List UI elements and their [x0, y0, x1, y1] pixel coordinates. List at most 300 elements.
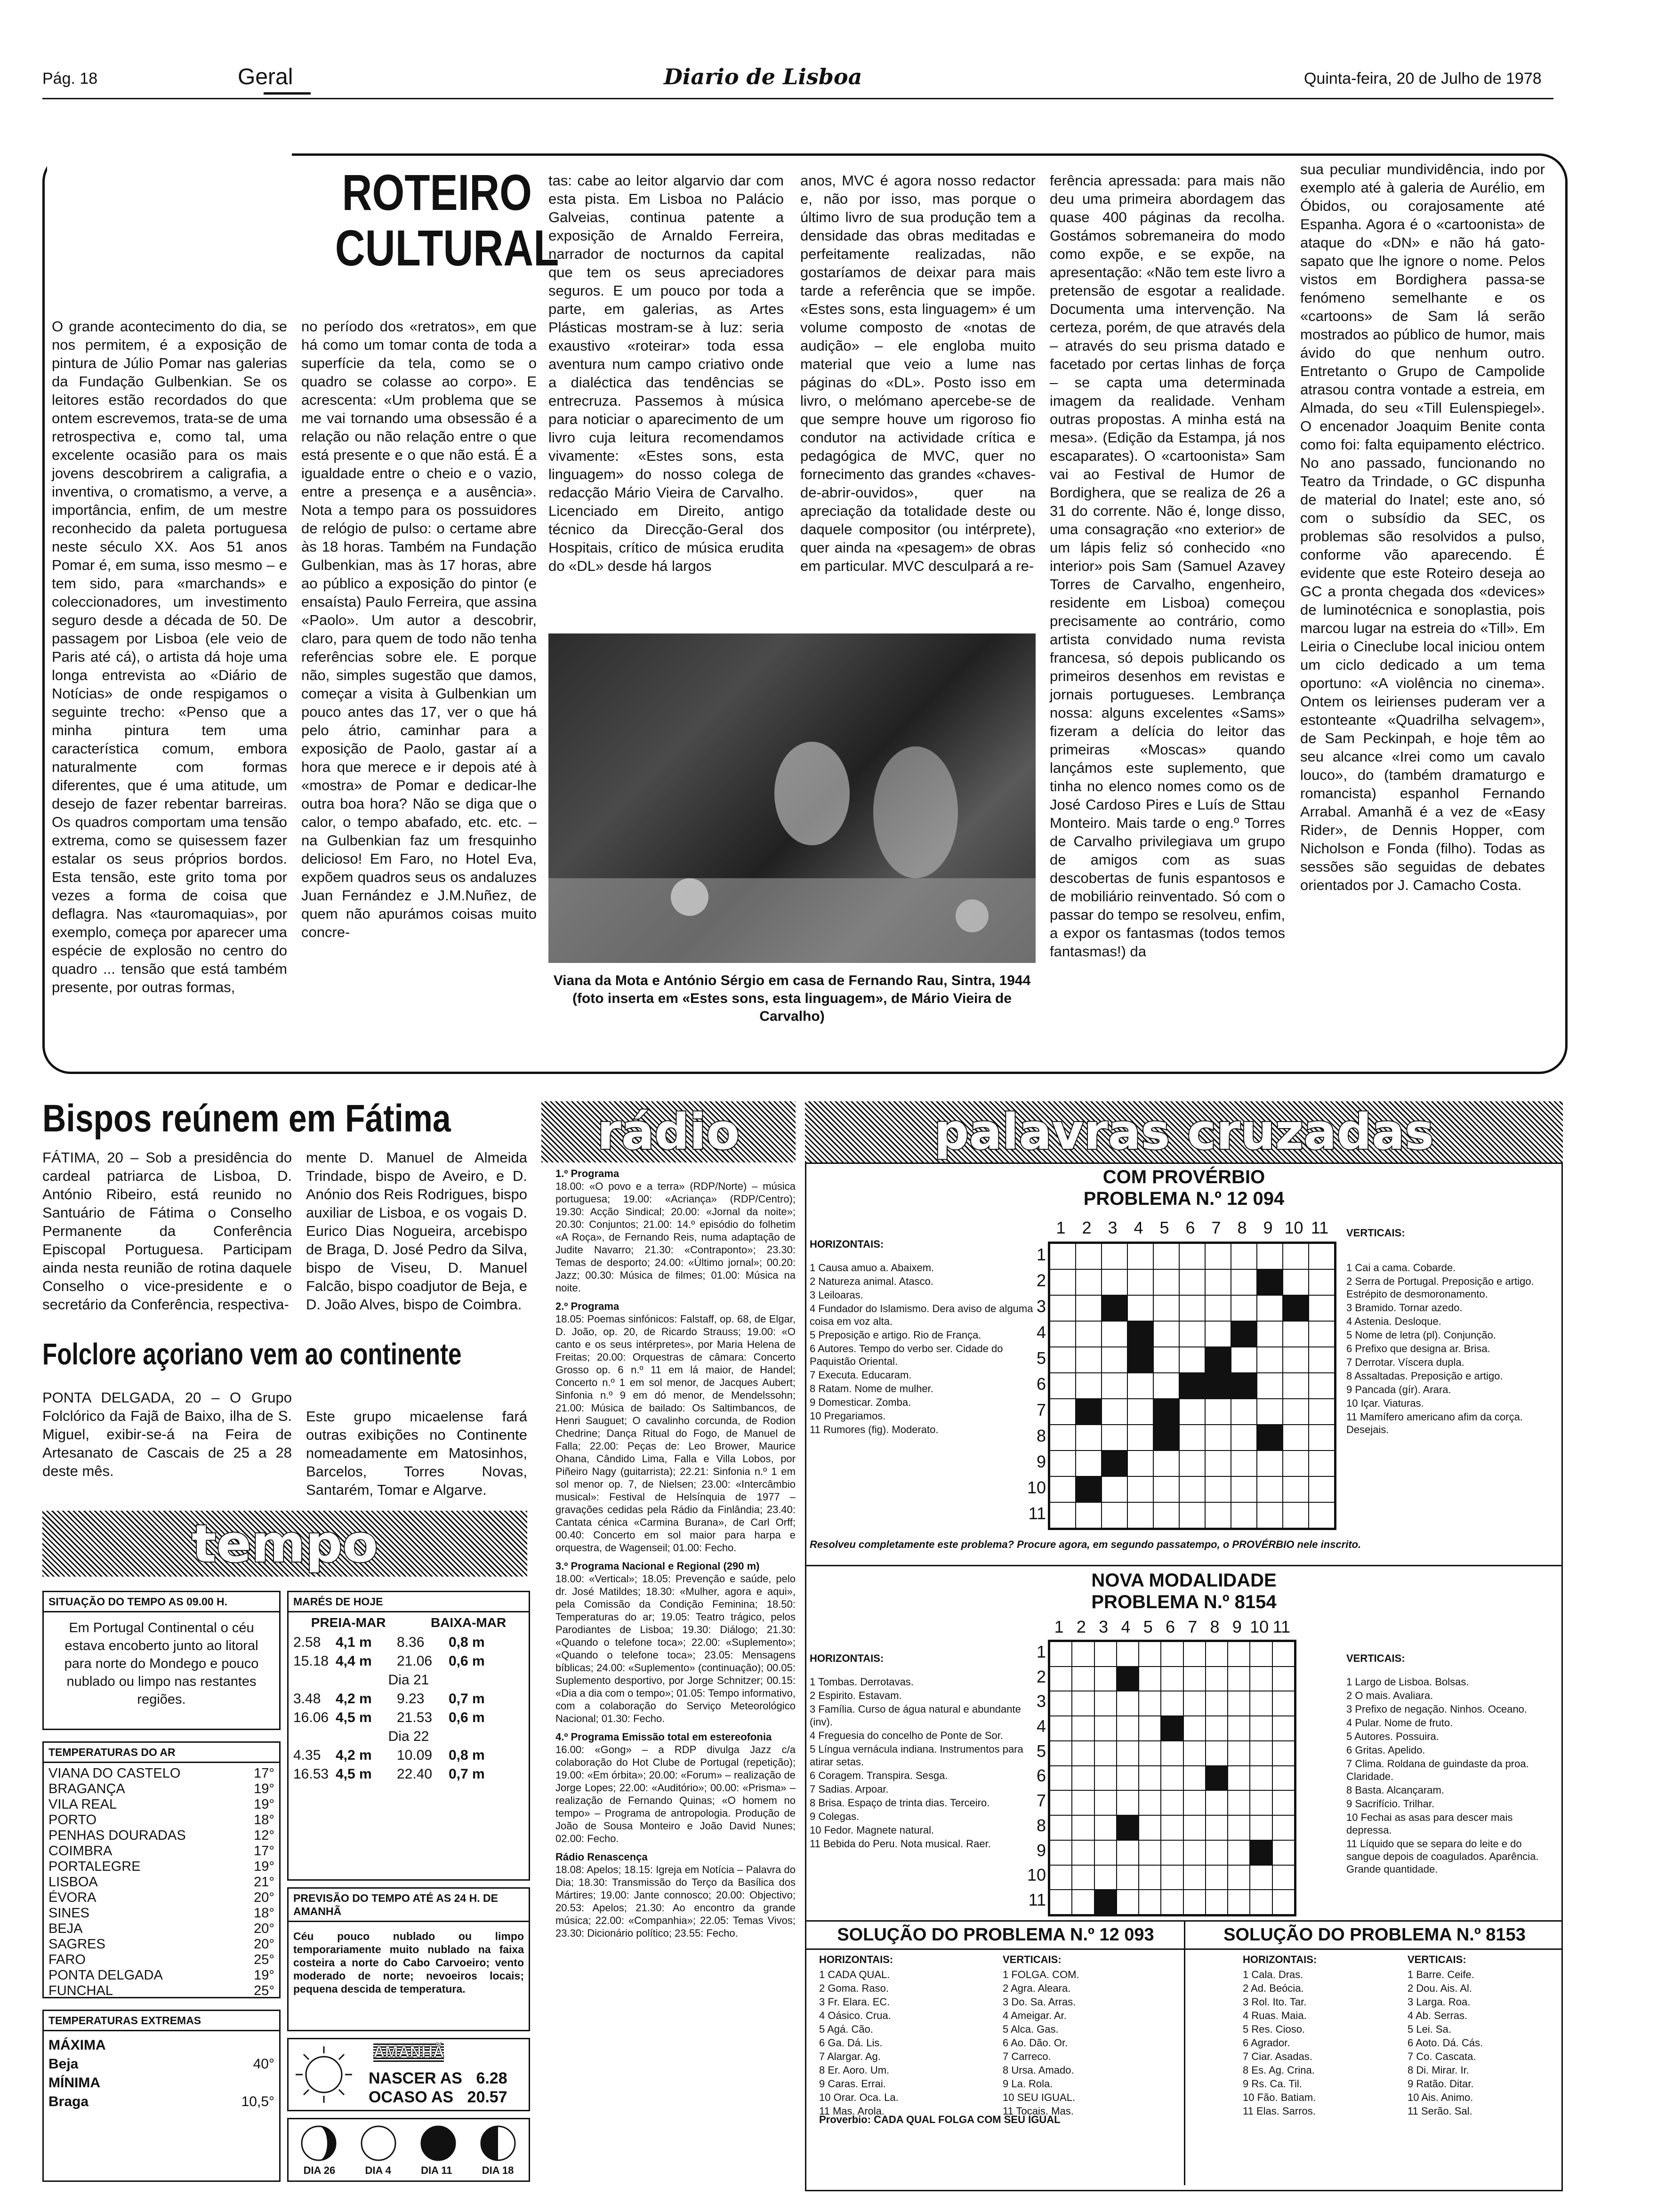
grid-cell[interactable]	[1094, 1691, 1117, 1716]
grid-cell[interactable]	[1139, 1840, 1161, 1865]
grid-cell[interactable]	[1228, 1890, 1250, 1915]
grid-cell[interactable]	[1153, 1321, 1179, 1347]
grid-cell[interactable]	[1309, 1269, 1335, 1295]
grid-cell[interactable]	[1072, 1667, 1094, 1691]
grid-cell[interactable]	[1050, 1399, 1076, 1425]
grid-cell[interactable]	[1050, 1815, 1072, 1840]
grid-cell[interactable]	[1228, 1716, 1250, 1741]
grid-cell[interactable]	[1050, 1716, 1072, 1741]
grid-cell[interactable]	[1228, 1790, 1250, 1815]
grid-cell[interactable]	[1183, 1667, 1206, 1691]
grid-cell[interactable]	[1153, 1243, 1179, 1269]
grid-cell[interactable]	[1094, 1667, 1117, 1691]
grid-cell[interactable]	[1309, 1243, 1335, 1269]
grid-cell[interactable]	[1309, 1347, 1335, 1373]
grid-cell[interactable]	[1257, 1399, 1283, 1425]
grid-cell[interactable]	[1139, 1642, 1161, 1667]
grid-cell[interactable]	[1127, 1347, 1153, 1373]
grid-cell[interactable]	[1050, 1790, 1072, 1815]
clue: 5 Nome de letra (pl). Conjunção.	[1346, 1329, 1496, 1341]
grid-cell[interactable]	[1257, 1347, 1283, 1373]
grid-cell[interactable]	[1179, 1451, 1205, 1476]
grid-cell[interactable]	[1283, 1451, 1309, 1476]
grid-cell[interactable]	[1102, 1347, 1127, 1373]
mares-box	[287, 1591, 530, 1881]
grid-cell[interactable]	[1050, 1373, 1076, 1399]
grid-cell[interactable]	[1076, 1321, 1102, 1347]
grid-cell[interactable]	[1117, 1691, 1139, 1716]
grid-cell[interactable]	[1205, 1399, 1231, 1425]
grid-cell[interactable]	[1139, 1790, 1161, 1815]
grid-cell[interactable]	[1309, 1425, 1335, 1451]
grid-cell[interactable]	[1102, 1321, 1127, 1347]
grid-cell[interactable]	[1050, 1295, 1076, 1321]
grid-number: 6	[1165, 1617, 1175, 1636]
grid-cell[interactable]	[1283, 1425, 1309, 1451]
grid-cell[interactable]	[1179, 1425, 1205, 1451]
grid-cell[interactable]	[1072, 1840, 1094, 1865]
grid-cell[interactable]	[1139, 1890, 1161, 1915]
grid-cell[interactable]	[1231, 1269, 1257, 1295]
grid-cell[interactable]	[1183, 1642, 1206, 1667]
grid-cell[interactable]	[1272, 1815, 1295, 1840]
grid-cell[interactable]	[1283, 1399, 1309, 1425]
grid-cell[interactable]	[1179, 1243, 1205, 1269]
grid-cell[interactable]	[1250, 1815, 1272, 1840]
grid-cell[interactable]	[1161, 1766, 1183, 1791]
grid-cell[interactable]	[1183, 1865, 1206, 1890]
temperature-row	[48, 1812, 274, 1828]
grid-cell[interactable]	[1127, 1425, 1153, 1451]
grid-cell[interactable]	[1283, 1347, 1309, 1373]
grid-cell[interactable]	[1309, 1295, 1335, 1321]
grid-cell[interactable]	[1076, 1269, 1102, 1295]
grid-cell[interactable]	[1231, 1476, 1257, 1502]
grid-cell[interactable]	[1231, 1373, 1257, 1399]
tide-p2: 4,2 m	[336, 1747, 372, 1763]
grid-cell[interactable]	[1272, 1716, 1295, 1741]
grid-cell[interactable]	[1309, 1399, 1335, 1425]
grid-cell[interactable]	[1117, 1642, 1139, 1667]
maxima-label: MÁXIMA	[48, 2037, 106, 2053]
p1-horiz-clues	[810, 1261, 1045, 1437]
grid-cell[interactable]	[1076, 1451, 1102, 1476]
grid-cell[interactable]	[1153, 1476, 1179, 1502]
grid-cell[interactable]	[1050, 1269, 1076, 1295]
grid-cell[interactable]	[1161, 1790, 1183, 1815]
grid-cell[interactable]	[1257, 1451, 1283, 1476]
grid-cell[interactable]	[1272, 1890, 1295, 1915]
grid-cell[interactable]	[1094, 1890, 1117, 1915]
grid-cell[interactable]	[1094, 1815, 1117, 1840]
grid-cell[interactable]	[1072, 1716, 1094, 1741]
grid-cell[interactable]	[1309, 1451, 1335, 1476]
grid-cell[interactable]	[1050, 1476, 1076, 1502]
grid-cell[interactable]	[1139, 1815, 1161, 1840]
grid-cell[interactable]	[1076, 1373, 1102, 1399]
grid-cell[interactable]	[1272, 1741, 1295, 1766]
grid-cell[interactable]	[1050, 1347, 1076, 1373]
grid-cell[interactable]	[1050, 1691, 1072, 1716]
grid-cell[interactable]	[1183, 1840, 1206, 1865]
grid-cell[interactable]	[1250, 1741, 1272, 1766]
grid-cell[interactable]	[1127, 1502, 1153, 1528]
grid-number: 9	[1232, 1617, 1242, 1636]
grid-cell[interactable]	[1139, 1716, 1161, 1741]
moon-day: DIA 18	[482, 2164, 514, 2176]
grid-cell[interactable]	[1257, 1243, 1283, 1269]
grid-cell[interactable]	[1102, 1243, 1127, 1269]
clue: 8 Ratam. Nome de mulher.	[810, 1383, 933, 1395]
grid-cell[interactable]	[1153, 1451, 1179, 1476]
clue: 3 Bramido. Tornar azedo.	[1346, 1302, 1463, 1314]
grid-cell[interactable]	[1076, 1502, 1102, 1528]
grid-cell[interactable]	[1102, 1295, 1127, 1321]
grid-cell[interactable]	[1205, 1243, 1231, 1269]
grid-cell[interactable]	[1050, 1243, 1076, 1269]
grid-cell[interactable]	[1153, 1373, 1179, 1399]
grid-cell[interactable]	[1179, 1373, 1205, 1399]
grid-cell[interactable]	[1127, 1295, 1153, 1321]
grid-cell[interactable]	[1072, 1766, 1094, 1791]
p2-horiz-clues	[810, 1675, 1045, 1851]
grid-cell[interactable]	[1072, 1790, 1094, 1815]
grid-cell[interactable]	[1231, 1295, 1257, 1321]
grid-cell[interactable]	[1257, 1269, 1283, 1295]
grid-cell[interactable]	[1050, 1865, 1072, 1890]
grid-cell[interactable]	[1283, 1373, 1309, 1399]
grid-cell[interactable]	[1127, 1373, 1153, 1399]
grid-cell[interactable]	[1050, 1425, 1076, 1451]
grid-cell[interactable]	[1127, 1476, 1153, 1502]
city-name: ÉVORA	[48, 1890, 97, 1905]
grid-number: 1	[1056, 1218, 1066, 1237]
grid-cell[interactable]	[1228, 1865, 1250, 1890]
temperature-row	[48, 1890, 274, 1906]
grid-cell[interactable]	[1309, 1502, 1335, 1528]
grid-cell[interactable]	[1272, 1790, 1295, 1815]
grid-cell[interactable]	[1309, 1476, 1335, 1502]
grid-cell[interactable]	[1050, 1890, 1072, 1915]
grid-cell[interactable]	[1161, 1667, 1183, 1691]
grid-cell[interactable]	[1179, 1321, 1205, 1347]
grid-cell[interactable]	[1102, 1373, 1127, 1399]
grid-cell[interactable]	[1228, 1691, 1250, 1716]
grid-cell[interactable]	[1250, 1691, 1272, 1716]
grid-cell[interactable]	[1139, 1741, 1161, 1766]
grid-cell[interactable]	[1050, 1642, 1072, 1667]
grid-cell[interactable]	[1228, 1741, 1250, 1766]
grid-cell[interactable]	[1183, 1691, 1206, 1716]
grid-cell[interactable]	[1257, 1476, 1283, 1502]
grid-cell[interactable]	[1250, 1790, 1272, 1815]
grid-cell[interactable]	[1206, 1790, 1228, 1815]
grid-cell[interactable]	[1206, 1840, 1228, 1865]
grid-cell[interactable]	[1153, 1295, 1179, 1321]
grid-cell[interactable]	[1272, 1642, 1295, 1667]
extremas-box	[42, 2010, 281, 2182]
grid-cell[interactable]	[1179, 1295, 1205, 1321]
grid-number: 8	[1036, 1426, 1046, 1445]
grid-cell[interactable]	[1161, 1741, 1183, 1766]
roteiro-caption: Viana da Mota e António Sérgio em casa de Fernando Rau, Sintra, 1944 (foto inserta em «Estes sons, esta linguagem», de Mário Vieira de Carvalho)	[553, 973, 1031, 1024]
grid-cell[interactable]	[1272, 1865, 1295, 1890]
grid-cell[interactable]	[1050, 1766, 1072, 1791]
grid-cell[interactable]	[1272, 1840, 1295, 1865]
section-underline	[264, 92, 311, 95]
grid-cell[interactable]	[1139, 1667, 1161, 1691]
grid-cell[interactable]	[1283, 1269, 1309, 1295]
grid-cell[interactable]	[1102, 1476, 1127, 1502]
grid-cell[interactable]	[1094, 1840, 1117, 1865]
grid-cell[interactable]	[1094, 1790, 1117, 1815]
grid-cell[interactable]	[1272, 1766, 1295, 1791]
grid-cell[interactable]	[1153, 1347, 1179, 1373]
grid-cell[interactable]	[1257, 1425, 1283, 1451]
clue: 4 Oásico. Crua.	[819, 2010, 891, 2021]
grid-cell[interactable]	[1076, 1295, 1102, 1321]
grid-cell[interactable]	[1309, 1373, 1335, 1399]
radio-p4: 16.00: «Gong» – a RDP divulga Jazz c/a colaboração do Hot Clube de Portugal (repetição); 19.00: «Em órbita»; 20.00: «Forum» – realização de Jorge Lopes; 22.00: «Auditório»; 00.00: «Prisma» – realização de Fernando Quinas; «O homem no tempo» – Programa de antropologia. Produção de João de Sousa Monteiro e João David Nunes; 02.00: Fecho.	[555, 1744, 796, 1844]
grid-cell[interactable]	[1183, 1716, 1206, 1741]
grid-cell[interactable]	[1076, 1476, 1102, 1502]
tide-b1: 10.09	[397, 1747, 433, 1763]
grid-cell[interactable]	[1179, 1476, 1205, 1502]
grid-cell[interactable]	[1153, 1269, 1179, 1295]
grid-cell[interactable]	[1205, 1347, 1231, 1373]
temperature-row	[48, 1937, 274, 1952]
grid-cell[interactable]	[1183, 1741, 1206, 1766]
clue: 8 Assaltadas. Preposição e artigo.	[1346, 1370, 1503, 1382]
grid-cell[interactable]	[1228, 1642, 1250, 1667]
grid-cell[interactable]	[1117, 1667, 1139, 1691]
clue: 4 Freguesia do concelho de Ponte de Sor.	[810, 1730, 1003, 1741]
grid-cell[interactable]	[1094, 1642, 1117, 1667]
grid-cell[interactable]	[1050, 1451, 1076, 1476]
city-temp: 20°	[254, 1921, 274, 1936]
grid-cell[interactable]	[1117, 1865, 1139, 1890]
grid-cell[interactable]	[1250, 1642, 1272, 1667]
grid-cell[interactable]	[1206, 1865, 1228, 1890]
grid-cell[interactable]	[1250, 1766, 1272, 1791]
grid-cell[interactable]	[1094, 1716, 1117, 1741]
grid-cell[interactable]	[1127, 1399, 1153, 1425]
grid-cell[interactable]	[1205, 1269, 1231, 1295]
clue: 1 Tombas. Derrotavas.	[810, 1676, 914, 1688]
grid-cell[interactable]	[1117, 1741, 1139, 1766]
grid-cell[interactable]	[1283, 1295, 1309, 1321]
grid-cell[interactable]	[1205, 1321, 1231, 1347]
grid-cell[interactable]	[1206, 1766, 1228, 1791]
city-name: COIMBRA	[48, 1843, 113, 1859]
grid-cell[interactable]	[1183, 1790, 1206, 1815]
radio-listings	[555, 1167, 796, 2193]
grid-cell[interactable]	[1117, 1815, 1139, 1840]
grid-cell[interactable]	[1153, 1425, 1179, 1451]
grid-cell[interactable]	[1094, 1741, 1117, 1766]
amanha-label: AMANHÃ	[373, 2043, 445, 2061]
grid-cell[interactable]	[1283, 1502, 1309, 1528]
grid-number: 1	[1054, 1617, 1064, 1636]
grid-cell[interactable]	[1272, 1691, 1295, 1716]
grid-cell[interactable]	[1102, 1451, 1127, 1476]
grid-cell[interactable]	[1250, 1890, 1272, 1915]
moon-day: DIA 26	[303, 2164, 336, 2176]
grid-cell[interactable]	[1117, 1766, 1139, 1791]
grid-cell[interactable]	[1179, 1399, 1205, 1425]
grid-cell[interactable]	[1231, 1321, 1257, 1347]
bispos-col1: FÁTIMA, 20 – Sob a presidência do cardeal patriarca de Lisboa, D. António Ribeiro, está reunido no Santuário de Fátima o Conselho Permanente da Conferência Episcopal Portuguesa. Participam ainda nesta reunião de rotina daquele Conselho o vice-presidente e o secretário da Conferência, respectiva-	[42, 1149, 292, 1313]
grid-cell[interactable]	[1205, 1425, 1231, 1451]
grid-cell[interactable]	[1050, 1667, 1072, 1691]
grid-cell[interactable]	[1272, 1667, 1295, 1691]
grid-cell[interactable]	[1283, 1321, 1309, 1347]
grid-cell[interactable]	[1072, 1890, 1094, 1915]
folclore-title: Folclore açoriano vem ao continente	[42, 1337, 462, 1371]
grid-cell[interactable]	[1205, 1295, 1231, 1321]
grid-cell[interactable]	[1153, 1502, 1179, 1528]
moon-phase-icon	[421, 2126, 455, 2160]
grid-cell[interactable]	[1179, 1347, 1205, 1373]
grid-cell[interactable]	[1153, 1399, 1179, 1425]
grid-cell[interactable]	[1161, 1716, 1183, 1741]
grid-cell[interactable]	[1127, 1269, 1153, 1295]
grid-cell[interactable]	[1161, 1865, 1183, 1890]
grid-cell[interactable]	[1139, 1865, 1161, 1890]
grid-cell[interactable]	[1072, 1741, 1094, 1766]
grid-cell[interactable]	[1161, 1691, 1183, 1716]
grid-cell[interactable]	[1205, 1373, 1231, 1399]
grid-cell[interactable]	[1076, 1347, 1102, 1373]
grid-cell[interactable]	[1161, 1840, 1183, 1865]
grid-cell[interactable]	[1183, 1890, 1206, 1915]
grid-cell[interactable]	[1072, 1865, 1094, 1890]
grid-cell[interactable]	[1228, 1815, 1250, 1840]
grid-cell[interactable]	[1050, 1321, 1076, 1347]
p1-col-numbers	[1048, 1218, 1333, 1238]
grid-cell[interactable]	[1050, 1840, 1072, 1865]
grid-cell[interactable]	[1257, 1502, 1283, 1528]
grid-cell[interactable]	[1231, 1243, 1257, 1269]
grid-cell[interactable]	[1231, 1502, 1257, 1528]
sol-divider	[1184, 1922, 1185, 2185]
grid-cell[interactable]	[1206, 1815, 1228, 1840]
grid-cell[interactable]	[1257, 1321, 1283, 1347]
city-name: VILA REAL	[48, 1797, 117, 1812]
clue: 5 Res. Cioso.	[1243, 2023, 1305, 2035]
grid-cell[interactable]	[1228, 1766, 1250, 1791]
grid-cell[interactable]	[1309, 1321, 1335, 1347]
grid-cell[interactable]	[1117, 1840, 1139, 1865]
grid-cell[interactable]	[1117, 1890, 1139, 1915]
grid-cell[interactable]	[1228, 1840, 1250, 1865]
bispos-col2: mente D. Manuel de Almeida Trindade, bispo de Aveiro, e D. Anónio dos Reis Rodrigues, bispo auxiliar de Lisboa, e os vogais D. Eurico Dias Nogueira, arcebispo de Braga, D. José Pedro da Silva, bispo de Viseu, D. Manuel Falcão, bispo coadjutor de Beja, e D. João Alves, bispo de Coimbra.	[306, 1149, 527, 1313]
grid-cell[interactable]	[1139, 1766, 1161, 1791]
situacao-box	[42, 1591, 281, 1730]
grid-cell[interactable]	[1257, 1295, 1283, 1321]
grid-cell[interactable]	[1102, 1425, 1127, 1451]
grid-cell[interactable]	[1179, 1502, 1205, 1528]
grid-cell[interactable]	[1183, 1766, 1206, 1791]
grid-cell[interactable]	[1050, 1741, 1072, 1766]
clue: 9 Sacrifício. Trilhar.	[1346, 1798, 1435, 1810]
grid-cell[interactable]	[1127, 1243, 1153, 1269]
grid-cell[interactable]	[1076, 1399, 1102, 1425]
grid-cell[interactable]	[1206, 1890, 1228, 1915]
sol2-vert	[1408, 1968, 1558, 2118]
grid-cell[interactable]	[1179, 1269, 1205, 1295]
grid-cell[interactable]	[1102, 1269, 1127, 1295]
grid-cell[interactable]	[1205, 1476, 1231, 1502]
grid-cell[interactable]	[1161, 1815, 1183, 1840]
grid-cell[interactable]	[1076, 1425, 1102, 1451]
grid-cell[interactable]	[1231, 1347, 1257, 1373]
city-name: SINES	[48, 1906, 90, 1921]
grid-cell[interactable]	[1072, 1691, 1094, 1716]
grid-cell[interactable]	[1183, 1815, 1206, 1840]
grid-cell[interactable]	[1250, 1716, 1272, 1741]
grid-cell[interactable]	[1076, 1243, 1102, 1269]
grid-cell[interactable]	[1139, 1691, 1161, 1716]
grid-cell[interactable]	[1072, 1642, 1094, 1667]
city-temp: 20°	[254, 1937, 274, 1952]
grid-cell[interactable]	[1250, 1865, 1272, 1890]
grid-cell[interactable]	[1072, 1815, 1094, 1840]
grid-cell[interactable]	[1250, 1667, 1272, 1691]
grid-number: 8	[1237, 1218, 1247, 1237]
grid-cell[interactable]	[1228, 1667, 1250, 1691]
grid-cell[interactable]	[1161, 1890, 1183, 1915]
p1-title	[805, 1166, 1563, 1210]
clue: 6 Agrador.	[1243, 2037, 1290, 2049]
tide-p1: 3.48	[293, 1691, 321, 1707]
grid-cell[interactable]	[1050, 1502, 1076, 1528]
grid-cell[interactable]	[1283, 1476, 1309, 1502]
grid-cell[interactable]	[1094, 1865, 1117, 1890]
grid-cell[interactable]	[1206, 1667, 1228, 1691]
grid-cell[interactable]	[1250, 1840, 1272, 1865]
grid-cell[interactable]	[1231, 1425, 1257, 1451]
grid-cell[interactable]	[1283, 1243, 1309, 1269]
grid-cell[interactable]	[1205, 1451, 1231, 1476]
clue: 11 Mamífero americano afim da corça. Desejais.	[1346, 1411, 1523, 1435]
grid-cell[interactable]	[1102, 1399, 1127, 1425]
grid-cell[interactable]	[1206, 1716, 1228, 1741]
grid-cell[interactable]	[1127, 1321, 1153, 1347]
grid-cell[interactable]	[1206, 1691, 1228, 1716]
tide-row	[293, 1652, 524, 1671]
grid-cell[interactable]	[1117, 1716, 1139, 1741]
moon-phases	[289, 2122, 529, 2164]
grid-cell[interactable]	[1257, 1373, 1283, 1399]
grid-cell[interactable]	[1206, 1642, 1228, 1667]
grid-cell[interactable]	[1205, 1502, 1231, 1528]
grid-cell[interactable]	[1231, 1399, 1257, 1425]
grid-cell[interactable]	[1231, 1451, 1257, 1476]
grid-cell[interactable]	[1102, 1502, 1127, 1528]
grid-cell[interactable]	[1161, 1642, 1183, 1667]
radio-p2-title: 2.º Programa	[555, 1300, 619, 1312]
clue: 1 FOLGA. COM.	[1003, 1969, 1079, 1980]
grid-cell[interactable]	[1127, 1451, 1153, 1476]
grid-cell[interactable]	[1206, 1741, 1228, 1766]
tide-p1: 15.18	[293, 1653, 329, 1669]
grid-cell[interactable]	[1094, 1766, 1117, 1791]
clue: 4 Astenia. Desloque.	[1346, 1315, 1441, 1327]
grid-cell[interactable]	[1117, 1790, 1139, 1815]
clue: 6 Aoto. Dá. Cás.	[1408, 2037, 1483, 2049]
tide-p2: 4,5 m	[336, 1766, 372, 1782]
